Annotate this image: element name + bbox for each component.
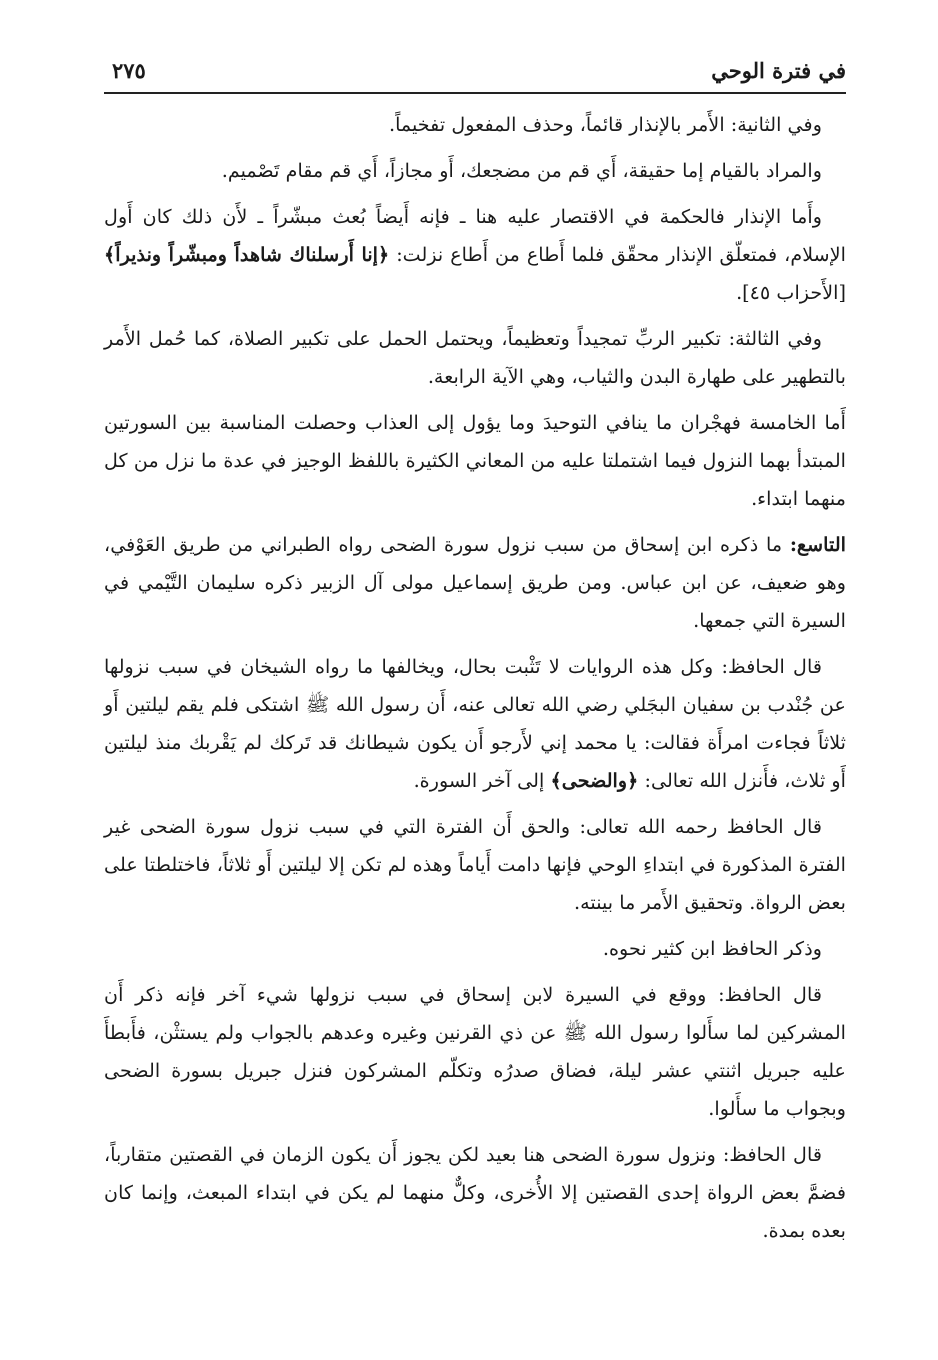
paragraph-text: قال الحافظ: ووقع في السيرة لابن إسحاق في سبب نزولها شيء آخر فإنه ذكر أَن المشركين لما سأَلوا رسول الله ﷺ عن ذي القرنين وغيره وعدهم بالجواب ولم يستثْن، فأَبطأَ عليه جبريل اثنتي عشر ليلة، فضاق صدرُه وتكلّم المشركون فنزل جبريل بسورة الضحى وبجواب ما سأَلوا. [104, 983, 846, 1120]
paragraph [104, 106, 846, 144]
paragraph [104, 808, 846, 922]
paragraph-text: أَما الخامسة فهجْران ما ينافي التوحيدَ وما يؤول إلى العذاب وحصلت المناسبة بين السورتين المبتدأ بهما النزول فيما اشتملتا عليه من المعاني الكثيرة باللفظ الوجيز في عدة ما نزل من كل منهما ابتداء. [104, 411, 846, 510]
quran-verse: ﴿والضحى﴾ [550, 769, 639, 792]
paragraph [104, 1136, 846, 1250]
paragraph-text-tail: إلى آخر السورة. [413, 769, 551, 792]
running-title: في فترة الوحي [711, 58, 846, 83]
paragraph-text: وذكر الحافظ ابن كثير نحوه. [602, 937, 822, 960]
paragraph [104, 526, 846, 640]
paragraph-text: قال الحافظ رحمه الله تعالى: والحق أَن الفترة التي في سبب نزول سورة الضحى غير الفترة المذكورة في ابتداءِ الوحي فإنها دامت أَياماً وهذه لم تكن إلا ليلتين أَو ثلاثاً، فاختلطتا على بعض الرواة. وتحقيق الأَمر ما بينته. [104, 815, 846, 914]
paragraph [104, 152, 846, 190]
section-heading: التاسع: [789, 533, 846, 556]
paragraph [104, 648, 846, 800]
paragraph-text: وأَما الإنذار فالحكمة في الاقتصار عليه هنا ـ فإنه أَيضاً بُعث مبشّراً ـ لأَن ذلك كان أَول الإسلام، فمتعلّق الإنذار محقّق فلما أَطاع من أَطاع نزلت: [104, 205, 847, 266]
paragraph [104, 320, 846, 396]
paragraph-text: قال الحافظ: وكل هذه الروايات لا تَثْبت بحال، ويخالفها ما رواه الشيخان في سبب نزولها عن جُنْدب بن سفيان البجَلي رضي الله تعالى عنه، أَن رسول الله ﷺ اشتكى فلم يقم ليلتين أَو ثلاثاً فجاءت امرأَة فقالت: يا محمد إني لأَرجو أَن يكون شيطانك قد تَركك لم يَقْربك منذ ليلتين أَو ثلاث، فأَنزل الله تعالى: [104, 655, 846, 792]
paragraph-text: وفي الثالثة: تكبير الربِّ تمجيداً وتعظيماً، ويحتمل الحمل على تكبير الصلاة، كما حُمل الأَمر بالتطهير على طهارة البدن والثياب، وهي الآية الرابعة. [104, 327, 846, 388]
paragraph-text: قال الحافظ: ونزول سورة الضحى هنا بعيد لكن يجوز أَن يكون الزمان في القصتين متقارباً، فضمَّ بعض الرواة إحدى القصتين إلا الأُخرى، وكلٌّ منهما لم يكن في ابتداء المبعث، وإنما كان بعده بمدة. [104, 1143, 846, 1242]
paragraph [104, 198, 846, 312]
paragraph-text: وفي الثانية: الأَمر بالإنذار قائماً، وحذف المفعول تفخيماً. [388, 113, 822, 136]
quran-verse: ﴿إنا أَرسلناك شاهداً ومبشّراً ونذيراً﴾ [104, 243, 390, 266]
page-number: ٢٧٥ [112, 58, 146, 83]
page-header [104, 52, 846, 94]
verse-citation: [الأَحزاب ٤٥]. [736, 281, 846, 304]
page-body [104, 106, 846, 1258]
paragraph-text: ما ذكره ابن إسحاق من سبب نزول سورة الضحى رواه الطبراني من طريق العَوْفي، وهو ضعيف، عن ابن عباس. ومن طريق إسماعيل مولى آل الزبير ذكره سليمان التَّيْمي في السيرة التي جمعها. [104, 533, 846, 632]
paragraph [104, 976, 846, 1128]
paragraph-text: والمراد بالقيام إما حقيقة، أَي قم من مضجعك، أَو مجازاً، أَي قم مقام تَصْميم. [221, 159, 822, 182]
paragraph [104, 930, 846, 968]
paragraph [104, 404, 846, 518]
